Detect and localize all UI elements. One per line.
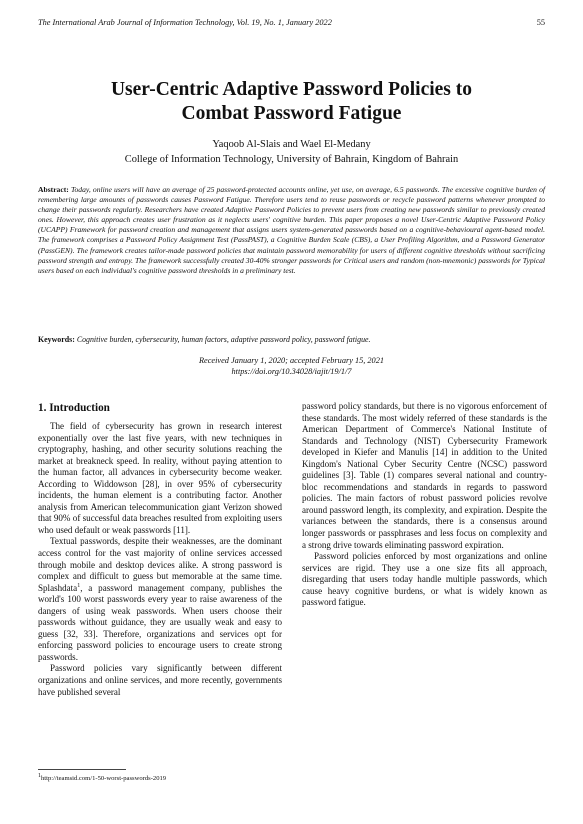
footnote-ref[interactable]: 1 — [77, 582, 81, 589]
title-line-2: Combat Password Fatigue — [181, 103, 402, 124]
title-line-1: User-Centric Adaptive Password Policies to — [110, 79, 473, 100]
abstract — [38, 185, 545, 276]
affiliation: College of Information Technology, University of Bahrain, Kingdom of Bahrain — [124, 154, 459, 165]
footnote-text[interactable]: http://teamsid.com/1-50-worst-passwords-2019 — [41, 775, 167, 782]
footnote-divider — [38, 769, 126, 770]
footnote — [38, 774, 282, 783]
keywords — [38, 335, 545, 345]
body-paragraph — [38, 536, 282, 663]
body-paragraph: Password policies enforced by most organizations and online services are rigid. They use a one size fits all approach, disregarding that users today handle multiple passwords, which cause heavy cognitive burdens, or what is widely known as password fatigue. — [302, 551, 547, 608]
received-dates: Received January 1, 2020; accepted February 15, 2021 — [198, 356, 384, 365]
keywords-label: Keywords: — [38, 335, 75, 344]
paragraph-text: Textual passwords, despite their weaknesses, are the dominant access control for the vast majority of online services accessed through mobile and desktop devices alike. A strong password is complex and difficult to guess but memorable at the same time. Splashdata — [38, 536, 282, 593]
paragraph-text: , a password management company, publishes the world's 100 worst passwords every year to raise awareness of the dangers of using weak passwords. When users choose their passwords without guidance, they are usually weak and easy to guess [32, 33]. Therefore, organizations and services opt for enforcing password policies to encourage users to create strong passwords. — [38, 582, 282, 662]
abstract-label: Abstract: — [38, 185, 69, 194]
footnote-marker: 1 — [38, 772, 41, 779]
page-number: 55 — [536, 18, 545, 27]
keywords-text: Cognitive burden, cybersecurity, human factors, adaptive password policy, password fatigue. — [76, 335, 371, 344]
authors: Yaqoob Al-Slais and Wael El-Medany — [212, 139, 371, 150]
running-header — [38, 18, 545, 32]
section-heading: 1. Introduction — [38, 402, 110, 414]
paper-title — [40, 78, 543, 126]
doi-link[interactable]: https://doi.org/10.34028/iajit/19/1/7 — [231, 367, 352, 376]
journal-citation: The International Arab Journal of Information Technology, Vol. 19, No. 1, January 2022 — [38, 18, 332, 27]
body-paragraph: password policy standards, but there is no vigorous enforcement of these standards. The most widely referred of these standards is the American Department of Commerce's National Institute of Standards and Technology (NIST) Cybersecurity Framework developed in Kiefer and Manulis [14] in addition to the United Kingdom's National Cyber Security Centre (NCSC) password guidelines [3]. Table (1) compares several national and country-bloc recommendations and standards in regards to password policies. The main factors of robust password policies revolve around password length, its complexity, and expiration. Despite the variances between the standards, there is a consensus around longer passwords or passphrases and less focus on complexity and a strong drive towards eliminating password expiration. — [302, 401, 547, 550]
body-paragraph: Password policies vary significantly between different organizations and online services, and more recently, governments have published several — [38, 663, 282, 697]
body-paragraph: The field of cybersecurity has grown in research interest exponentially over the last five years, with new techniques in cryptography, hashing, and other security solutions reaching the market at breakneck speed. In reality, without paying attention to the human factor, all advances in cybersecurity become weaker. According to Widdowson [28], in over 95% of cybersecurity incidents, the human element is a contributing factor. Another analysis from American telecommunication giant Verizon showed that 90% of successful data breaches resulted from exploiting users who used default or weak passwords [11]. — [38, 421, 282, 535]
column-right — [302, 401, 547, 609]
abstract-text: Today, online users will have an average of 25 password-protected accounts online, yet use, on average, 6.5 passwords. The excessive cognitive burden of remembering large amounts of passwords causes Password Fatigue. Therefore users tend to reuse passwords or recycle password patterns whenever prompted to change their passwords regularly. Researchers have created Adaptive Password Policies to prevent users from creating new passwords similar to previously created ones. However, this approach creates user frustration as it neglects users' cognitive burden. This paper proposes a novel User-Centric Adaptive Password Policy (UCAPP) Framework for password creation and management that assigns users system-generated passwords based on a cognitive-behavioural agent-based model. The framework comprises a Password Policy Assignment Test (PassPAST), a Cognitive Burden Scale (CBS), a User Profiling Algorithm, and a Password Generator (PassGEN). The framework creates tailor-made password policies that maintain password memorability for users of different cognitive thresholds without sacrificing password strength and entropy. The framework successfully created 30-40% stronger passwords for Critical users and random (non-mnemonic) passwords for Typical users based on each individual's cognitive password thresholds in a preliminary test. — [38, 185, 545, 275]
column-left — [38, 401, 282, 698]
